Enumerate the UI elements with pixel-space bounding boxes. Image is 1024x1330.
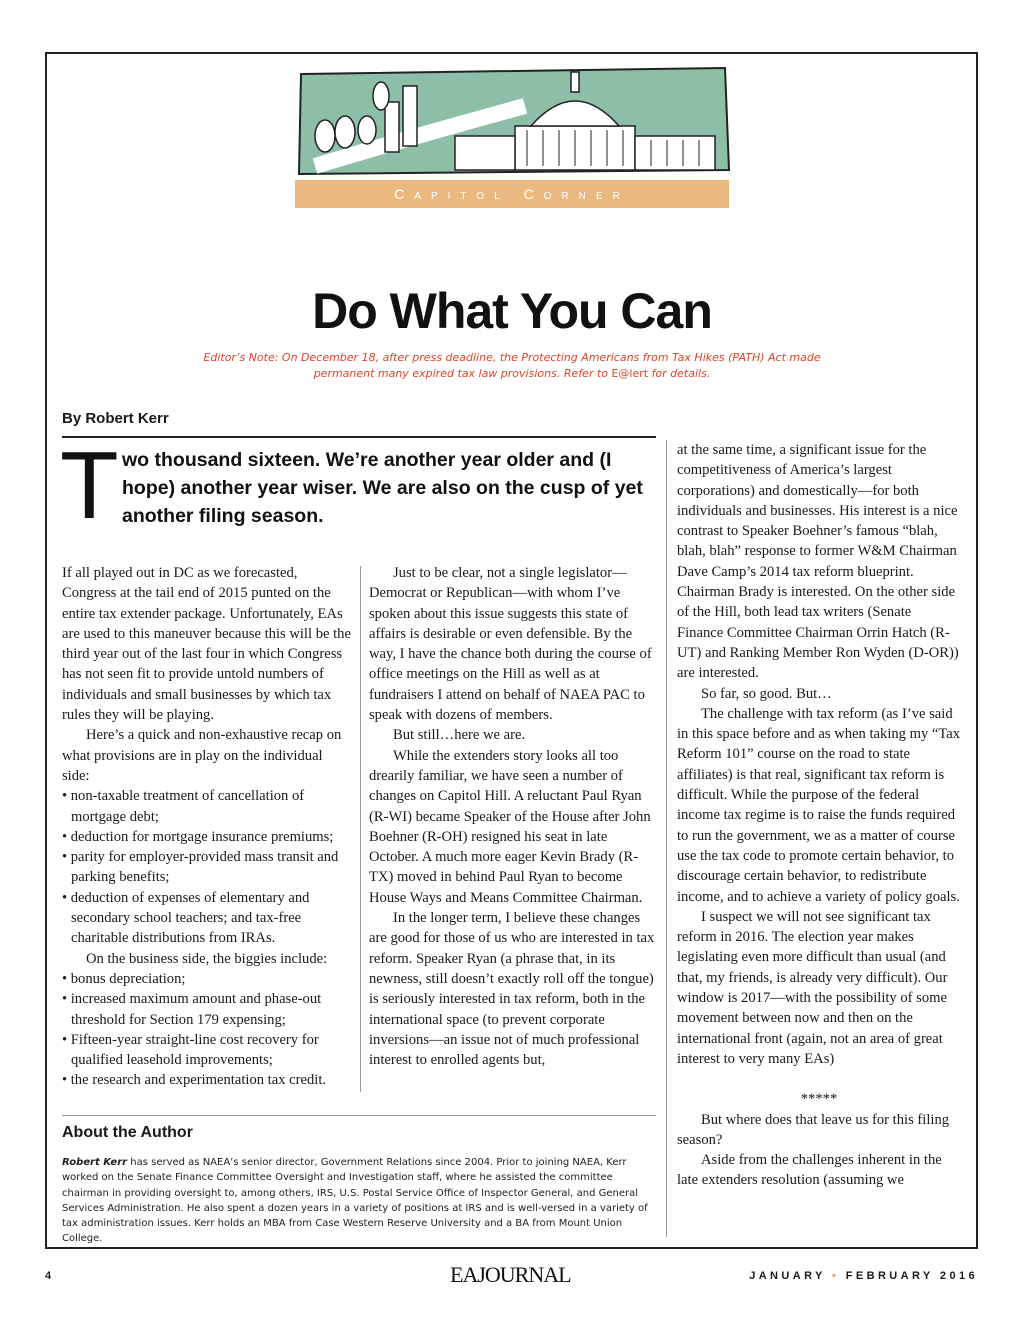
column-2 (369, 563, 657, 1070)
section-banner (295, 180, 729, 208)
column-1 (62, 563, 352, 1091)
paragraph: Here’s a quick and non-exhaustive recap on what provisions are in play on the individual side: (62, 727, 342, 784)
byline: By Robert Kerr (62, 410, 169, 427)
author-name: Robert Kerr (62, 1157, 128, 1168)
paragraph: But where does that leave us for this filing season? (677, 1111, 950, 1148)
paragraph: Aside from the challenges inherent in the late extenders resolution (assuming we (677, 1152, 942, 1189)
issue-month-2: FEBRUARY 2016 (845, 1270, 978, 1282)
bullet-item: • the research and experimentation tax credit. (62, 1072, 327, 1089)
issue-month-1: JANUARY (749, 1270, 826, 1282)
bullet-item: • parity for employer-provided mass transit and parking benefits; (62, 849, 339, 886)
section-break: ***** (800, 1091, 838, 1108)
bullet-item: • deduction of expenses of elementary and secondary school teachers; and tax-free charitable distributions from IRAs. (62, 889, 310, 947)
column-divider (666, 440, 667, 1237)
paragraph: The challenge with tax reform (as I’ve said in this space before and as when taking my “Tax Reform 101” course on the road to state affiliates) is that real, significant tax reform is difficult. While the purpose of the federal income tax regime is to raise the funds required to run the government, we as a matter of course use the tax code to promote certain behavior, to discourage certain behavior, to redistribute income, and to achieve a variety of policy goals. (677, 705, 961, 905)
bullet-item: • non-taxable treatment of cancellation of mortgage debt; (62, 788, 305, 825)
bullet-item: • Fifteen-year straight-line cost recovery for qualified leasehold improvements; (62, 1031, 319, 1069)
column-3 (677, 440, 961, 1191)
paragraph: I suspect we will not see significant tax reform in 2016. The election year makes legislating even more difficult than usual (and that, my friends, is already very difficult). Our window is 2017—with the possibility of some movement between now and then on the international front (again, not an area of great interest to very many EAs) (677, 908, 948, 1067)
eralert-link[interactable]: E@lert (611, 367, 649, 380)
paragraph: So far, so good. But… (701, 685, 832, 702)
lead-paragraph: wo thousand sixteen. We’re another year older and (I hope) another year wiser. We are also on the cusp of yet another filing season. (122, 449, 643, 527)
paragraph: Just to be clear, not a single legislator—Democrat or Republican—with whom I’ve spoken about this issue suggests this state of affairs is desirable or even defensible. By the way, I have the chance both during the course of office meetings on the Hill as well as at fundraisers I attend on behalf of NAEA PAC to speak with dozens of members. (369, 565, 652, 724)
paragraph: But still…here we are. (393, 727, 526, 744)
editor-note-text: Editor’s Note: On December 18, after press deadline, the Protecting Americans from Tax Hikes (PATH) Act made permanent many expired tax law provisions. Refer to (203, 351, 821, 380)
bullet-item: • bonus depreciation; (62, 970, 186, 987)
article-title: Do What You Can (312, 283, 712, 339)
paragraph: at the same time, a significant issue for the competitiveness of America’s largest corporations) and domestically—for both individuals and businesses. His interest is a nice contrast to Speaker Boehner’s famous “blah, blah, blah” response to former W&M Chairman Dave Camp’s 2014 tax reform blueprint. Chairman Brady is interested. On the other side of the Hill, both lead tax writers (Senate Finance Committee Chairman Orrin Hatch (R-UT) and Ranking Member Ron Wyden (D-OR)) are interested. (677, 442, 959, 682)
column-divider (360, 566, 361, 1092)
author-bio: has served as NAEA’s senior director, Government Relations since 2004. Prior to joining NAEA, Kerr worked on the Senate Finance Committee Oversight and Investigation staff, where he assisted the committee chairman in providing oversight to, among others, IRS, U.S. Postal Service Office of Inspector General, and General Services Administration. He also spent a dozen years in a variety of positions at IRS and is well-versed in a variety of tax administration issues. Kerr holds an MBA from Case Western Reserve University and a BA from Mount Union College. (62, 1157, 648, 1245)
paragraph: In the longer term, I believe these changes are good for those of us who are interested in tax reform. Speaker Ryan (a phrase that, in its newness, still doesn’t exactly roll off the tongue) is seriously interested in tax reform, both in the international space (to prevent corporate inversions—an issue not of much professional interest to enrolled agents but, (369, 910, 655, 1069)
bullet-item: • deduction for mortgage insurance premiums; (62, 828, 334, 845)
about-divider (62, 1115, 656, 1116)
journal-logo: EAJOURNAL (450, 1262, 571, 1287)
paragraph: While the extenders story looks all too drearily familiar, we have seen a number of changes on Capitol Hill. A reluctant Paul Ryan (R-WI) became Speaker of the House after John Boehner (R-OH) resigned his seat in late October. A much more eager Kevin Brady (R-TX) moved in behind Paul Ryan to become House Ways and Means Committee Chairman. (369, 747, 651, 906)
about-heading: About the Author (62, 1124, 193, 1141)
capitol-illustration (295, 66, 731, 178)
editor-note-end: for details. (651, 367, 711, 380)
drop-cap: T (60, 432, 119, 539)
issue-date (749, 1270, 978, 1282)
paragraph: On the business side, the biggies include: (86, 950, 328, 967)
date-separator: • (832, 1270, 840, 1282)
about-text (62, 1155, 658, 1247)
bullet-item: • increased maximum amount and phase-out threshold for Section 179 expensing; (62, 991, 322, 1028)
section-label: Capitol Corner (394, 186, 630, 202)
page-number: 4 (45, 1270, 52, 1282)
editor-note (200, 350, 824, 382)
paragraph: If all played out in DC as we forecasted, Congress at the tail end of 2015 punted on the entire tax extender package. Unfortunately, EAs are used to this maneuver because this will be the third year out of the last four in which Congress has not seen fit to provide untold numbers of individuals and small businesses by which tax rules they will be playing. (62, 565, 351, 724)
lead-divider (62, 436, 656, 438)
